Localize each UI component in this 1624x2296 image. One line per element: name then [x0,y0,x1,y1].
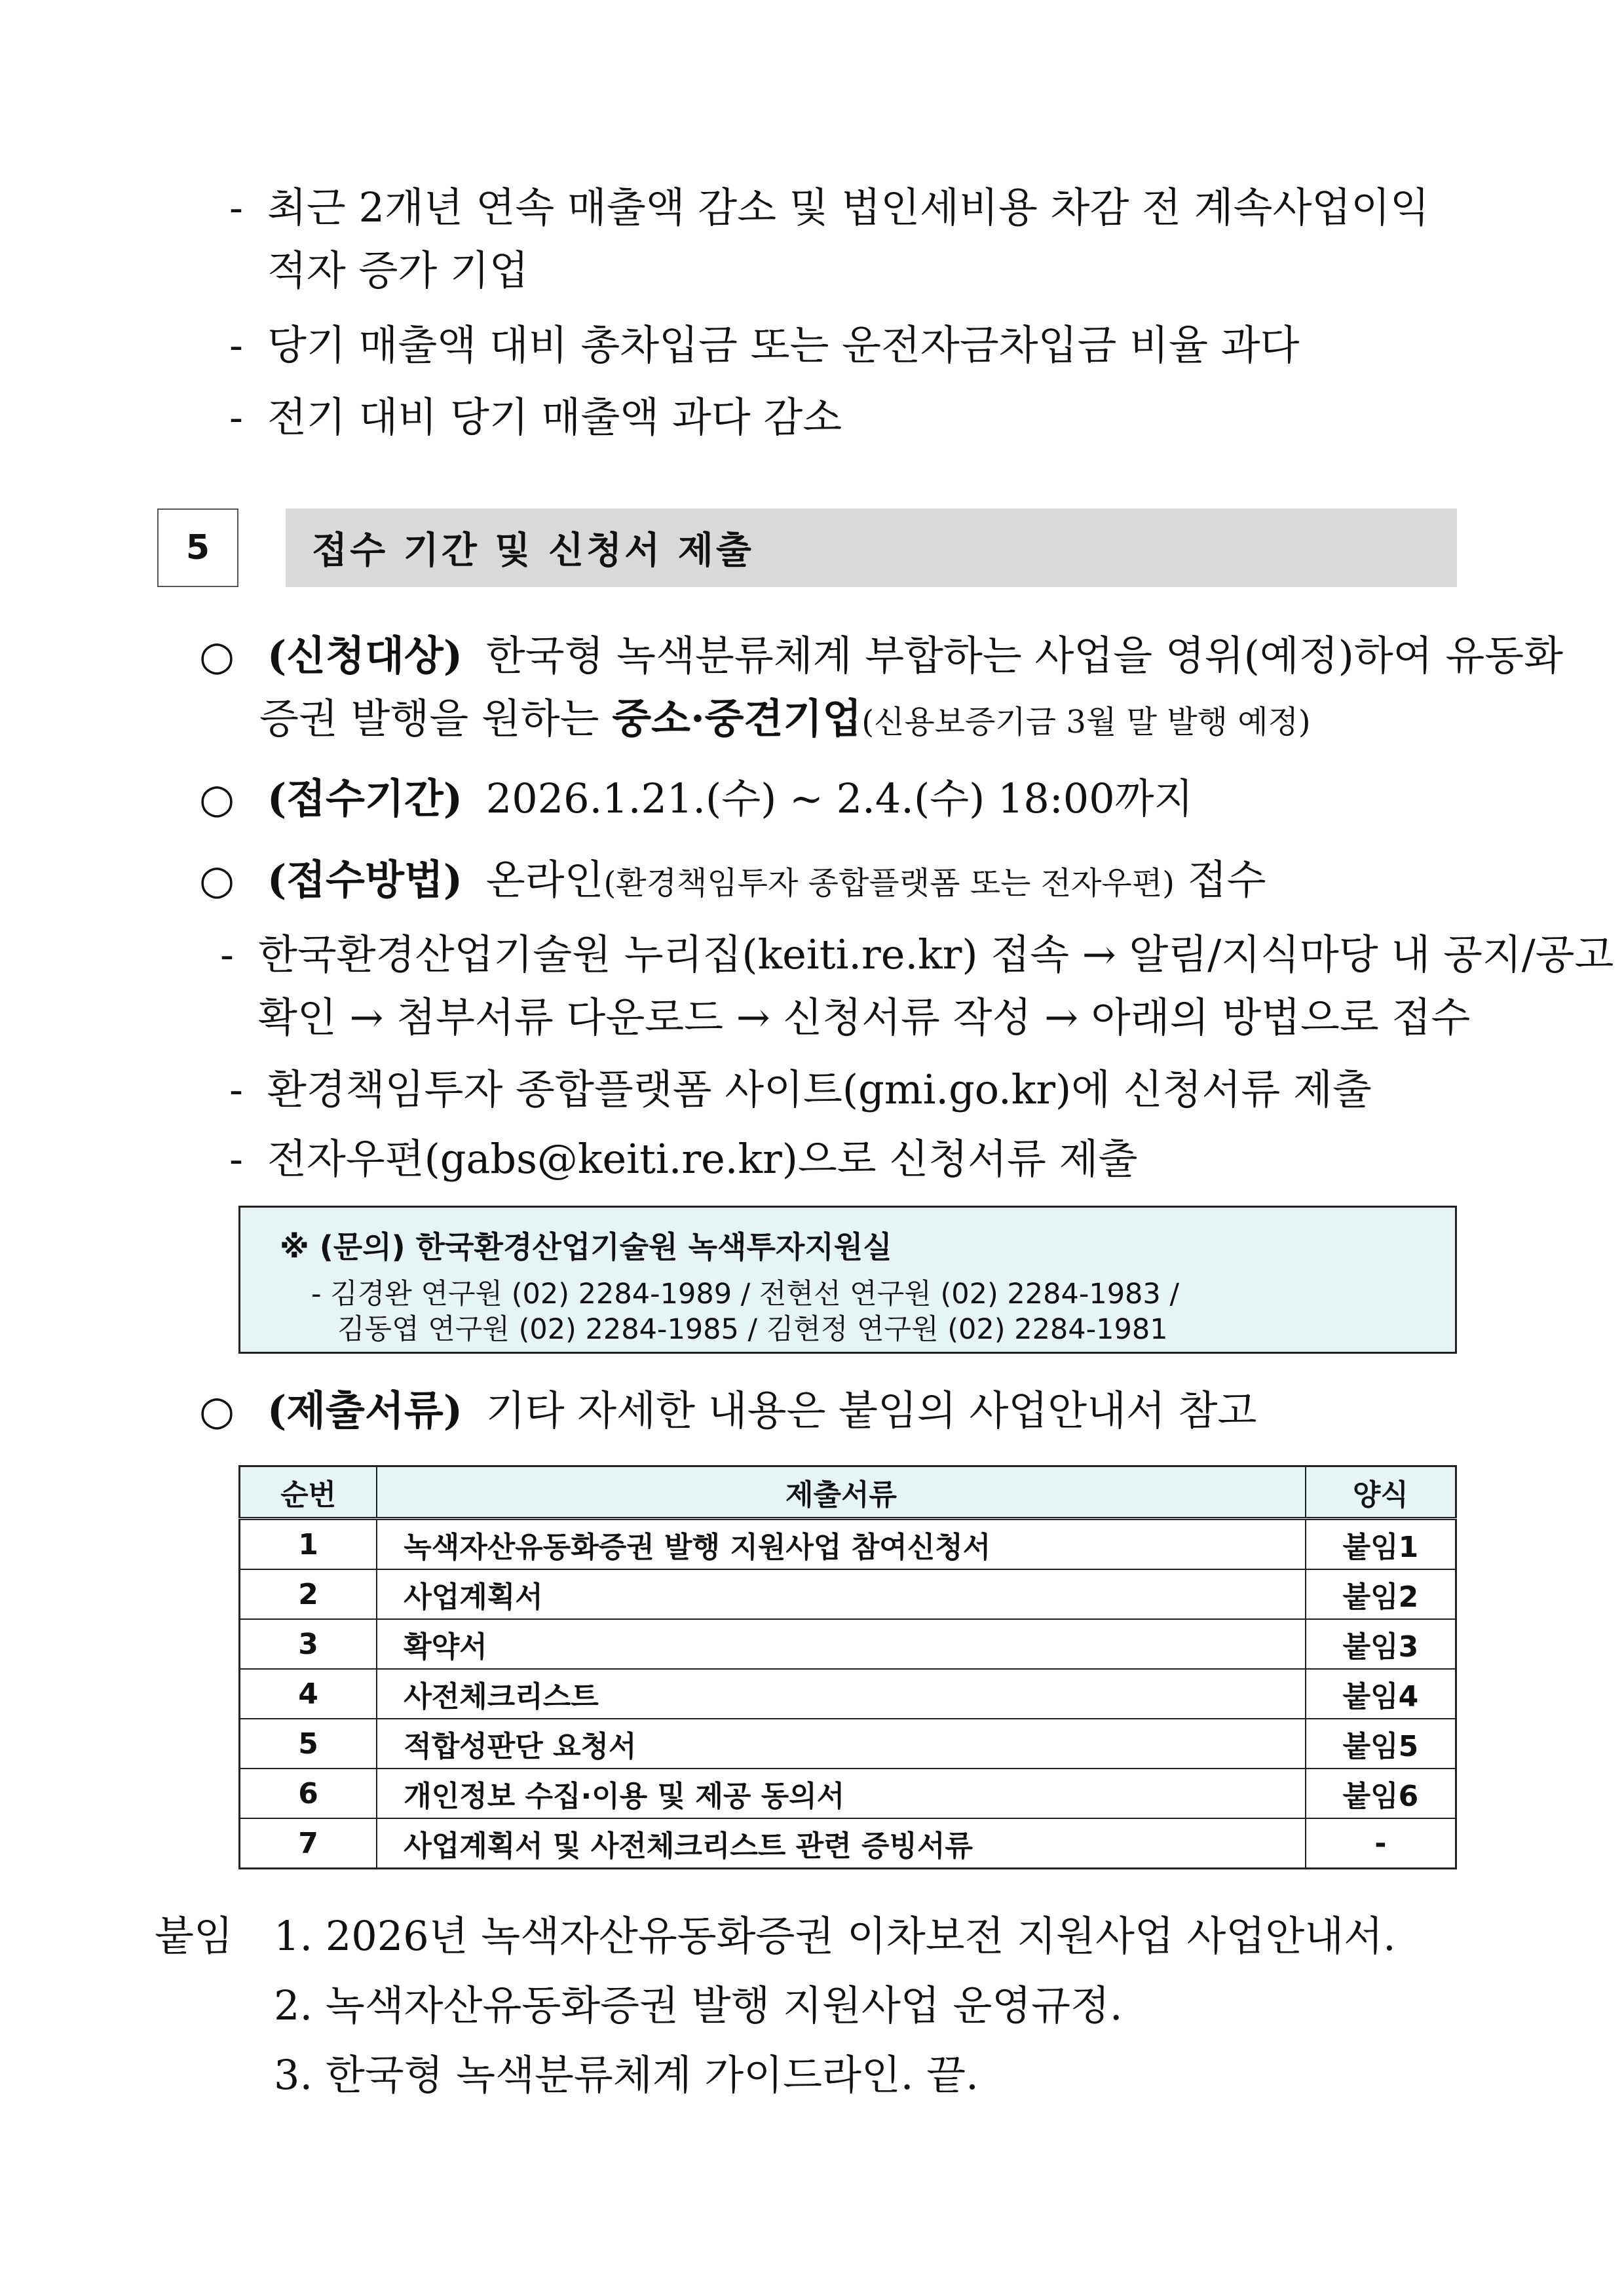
table-row: 1 녹색자산유동화증권 발행 지원사업 참여신청서 붙임1 [240,1519,1456,1570]
item-period: ○ (접수기간) 2026.1.21.(수) ~ 2.4.(수) 18:00까지 [199,775,1194,822]
intro-bullet-1: - 최근 2개년 연속 매출액 감소 및 법인세비용 차감 전 계속사업이익 [229,183,1430,231]
method-step-2: - 환경책임투자 종합플랫폼 사이트(gmi.go.kr)에 신청서류 제출 [229,1065,1372,1113]
section-number: 5 [157,508,238,587]
column-header-form: 양식 [1306,1466,1456,1519]
circle-marker: ○ [199,632,235,679]
item-documents: ○ (제출서류) 기타 자세한 내용은 붙임의 사업안내서 참고 [199,1387,1257,1434]
table-row: 7 사업계획서 및 사전체크리스트 관련 증빙서류 - [240,1818,1456,1869]
item-method-label: (접수방법) [267,856,463,904]
contact-line-1: - 김경완 연구원 (02) 2284-1989 / 전현선 연구원 (02) 2284-1983 / [311,1278,1179,1311]
table-header-row [240,1466,1456,1519]
circle-marker: ○ [199,856,235,904]
item-target: ○ (신청대상) 한국형 녹색분류체계 부합하는 사업을 영위(예정)하여 유동화 [199,632,1564,679]
intro-bullet-2: - 당기 매출액 대비 총차입금 또는 운전자금차입금 비율 과다 [229,321,1300,369]
item-target-cont: 증권 발행을 원하는 중소·중견기업(신용보증기금 3월 말 발행 예정) [259,695,1311,742]
table-row: 3 확약서 붙임3 [240,1619,1456,1669]
attachments-label: 붙임 [155,1912,233,1960]
item-target-label: (신청대상) [267,632,463,679]
attachment-item-2: 2. 녹색자산유동화증권 발행 지원사업 운영규정. [274,1981,1123,2029]
attachment-item-3: 3. 한국형 녹색분류체계 가이드라인. 끝. [274,2051,979,2099]
method-step-1: - 한국환경산업기술원 누리집(keiti.re.kr) 접속 → 알림/지식마당 내 공지/공고 [220,930,1614,978]
table-row: 2 사업계획서 붙임2 [240,1569,1456,1619]
table-row: 6 개인정보 수집·이용 및 제공 동의서 붙임6 [240,1769,1456,1818]
item-period-label: (접수기간) [267,775,463,822]
table-row: 5 적합성판단 요청서 붙임5 [240,1719,1456,1769]
intro-bullet-1-cont: 적자 증가 기업 [267,246,529,294]
method-step-1-cont: 확인 → 첨부서류 다운로드 → 신청서류 작성 → 아래의 방법으로 접수 [258,993,1471,1041]
highlight-sme: 중소·중견기업 [612,695,862,742]
column-header-document: 제출서류 [377,1466,1306,1519]
attachment-item-1: 1. 2026년 녹색자산유동화증권 이차보전 지원사업 사업안내서. [274,1912,1396,1960]
contact-line-2: 김동엽 연구원 (02) 2284-1985 / 김현정 연구원 (02) 2284-1981 [337,1313,1168,1346]
method-step-3: - 전자우편(gabs@keiti.re.kr)으로 신청서류 제출 [229,1135,1138,1183]
table-row: 4 사전체크리스트 붙임4 [240,1669,1456,1719]
contact-title: ※ (문의) 한국환경산업기술원 녹색투자지원실 [280,1229,892,1265]
item-documents-label: (제출서류) [267,1387,463,1434]
item-method: ○ (접수방법) 온라인(환경책임투자 종합플랫폼 또는 전자우편) 접수 [199,856,1266,904]
intro-bullet-3: - 전기 대비 당기 매출액 과다 감소 [229,393,842,441]
contact-box [238,1206,1457,1354]
circle-marker: ○ [199,1387,235,1434]
documents-table [238,1465,1457,1869]
column-header-number: 순번 [240,1466,377,1519]
circle-marker: ○ [199,775,235,822]
section-title: 접수 기간 및 신청서 제출 [286,508,1457,587]
